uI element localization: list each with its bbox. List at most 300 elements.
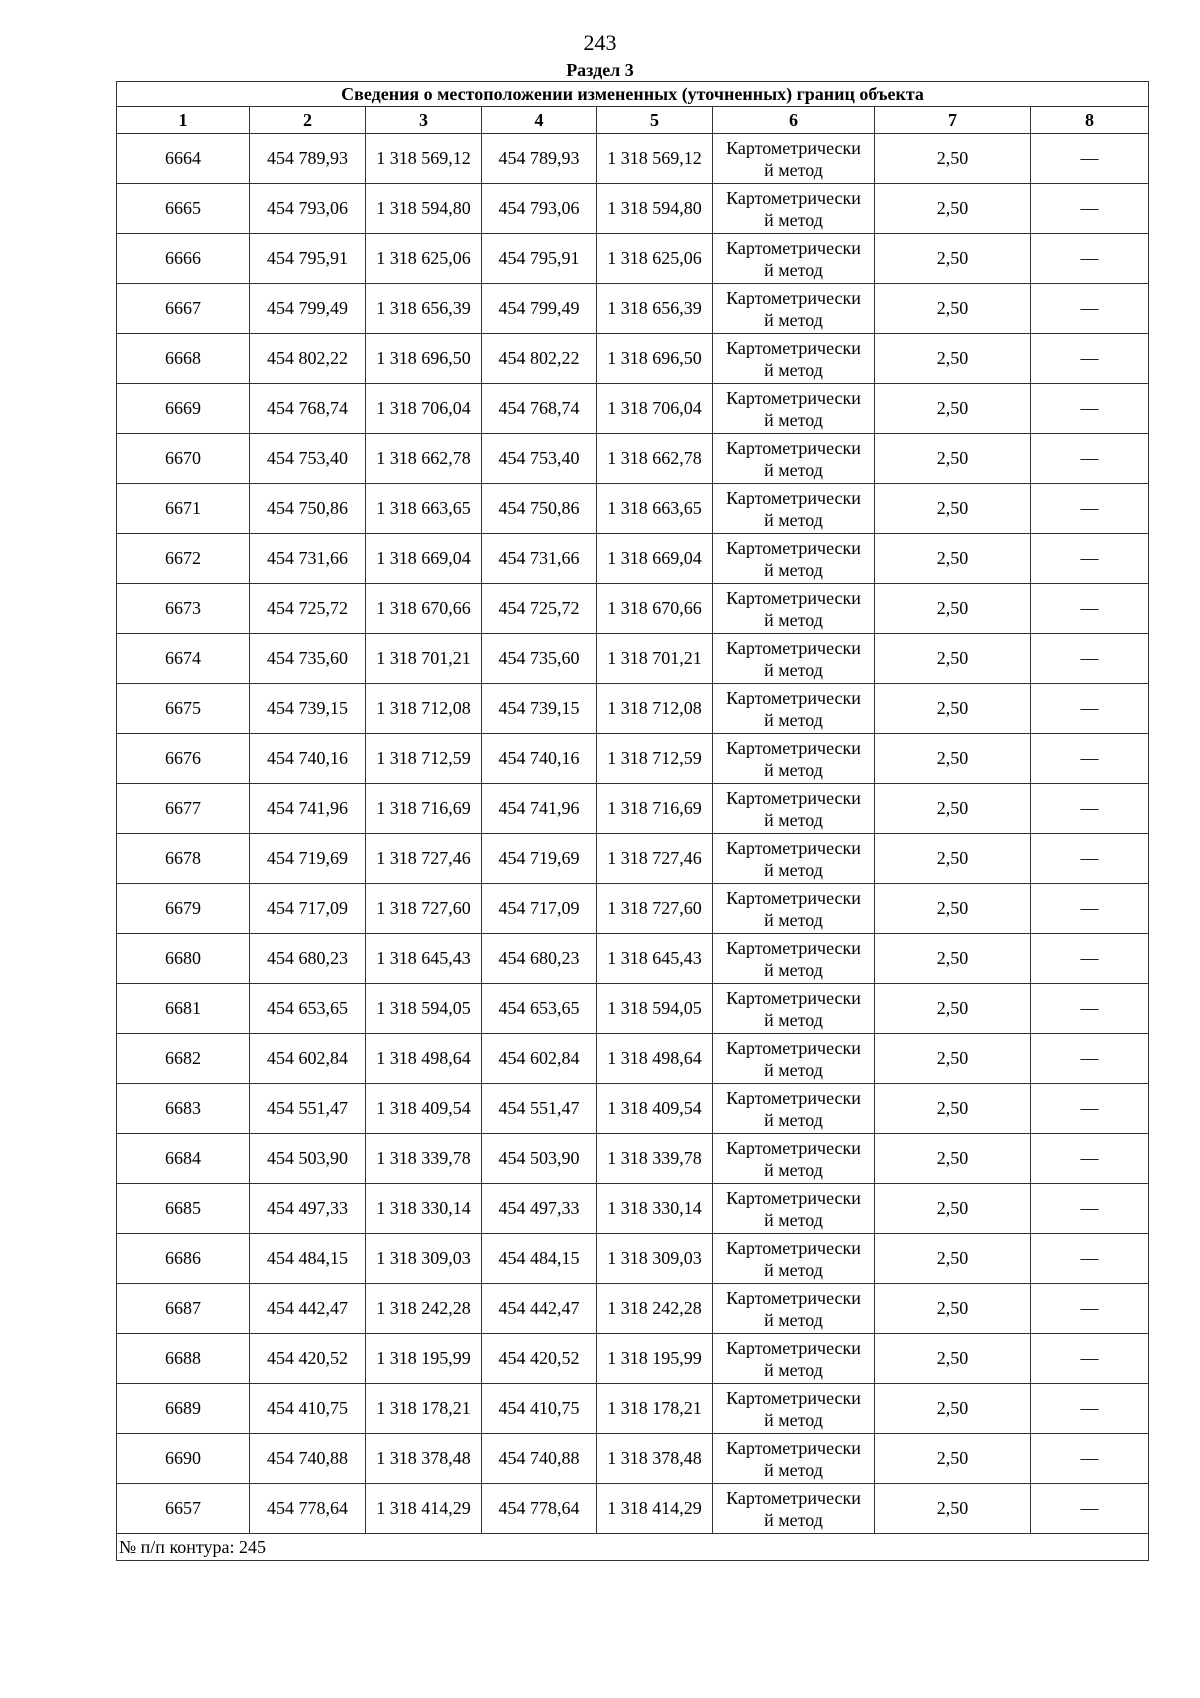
method-text-line2: й метод: [764, 459, 823, 480]
refined-y-cell: 1 318 569,12: [597, 134, 713, 184]
existing-x-cell: 454 420,52: [250, 1334, 366, 1384]
method-text-line1: Картометрически: [726, 787, 861, 808]
existing-y-cell: 1 318 645,43: [366, 934, 482, 984]
accuracy-cell: 2,50: [875, 1184, 1031, 1234]
refined-y-cell: 1 318 195,99: [597, 1334, 713, 1384]
note-cell: —: [1031, 334, 1149, 384]
column-header: 6: [713, 107, 875, 134]
method-text-line2: й метод: [764, 1309, 823, 1330]
note-cell: —: [1031, 1184, 1149, 1234]
refined-x-cell: 454 768,74: [482, 384, 597, 434]
refined-y-cell: 1 318 701,21: [597, 634, 713, 684]
accuracy-cell: 2,50: [875, 1334, 1031, 1384]
accuracy-cell: 2,50: [875, 984, 1031, 1034]
existing-x-cell: 454 799,49: [250, 284, 366, 334]
table-row: [117, 534, 1149, 584]
refined-x-cell: 454 753,40: [482, 434, 597, 484]
refined-y-cell: 1 318 712,08: [597, 684, 713, 734]
existing-y-cell: 1 318 701,21: [366, 634, 482, 684]
method-text-line1: Картометрически: [726, 937, 861, 958]
note-cell: —: [1031, 884, 1149, 934]
method-cell: [713, 984, 875, 1034]
refined-y-cell: 1 318 656,39: [597, 284, 713, 334]
note-cell: —: [1031, 1084, 1149, 1134]
method-text-line1: Картометрически: [726, 1437, 861, 1458]
method-cell: [713, 1234, 875, 1284]
table-row: [117, 1284, 1149, 1334]
refined-y-cell: 1 318 594,05: [597, 984, 713, 1034]
method-cell: [713, 1434, 875, 1484]
refined-x-cell: 454 778,64: [482, 1484, 597, 1534]
method-cell: [713, 484, 875, 534]
method-cell: [713, 1034, 875, 1084]
method-cell: [713, 1334, 875, 1384]
refined-y-cell: 1 318 663,65: [597, 484, 713, 534]
point-number-cell: 6686: [117, 1234, 250, 1284]
note-cell: —: [1031, 934, 1149, 984]
table-row: [117, 734, 1149, 784]
note-cell: —: [1031, 1334, 1149, 1384]
method-text-line1: Картометрически: [726, 237, 861, 258]
existing-x-cell: 454 802,22: [250, 334, 366, 384]
point-number-cell: 6689: [117, 1384, 250, 1434]
coordinates-table: [116, 81, 1149, 1561]
method-cell: [713, 734, 875, 784]
point-number-cell: 6669: [117, 384, 250, 434]
method-text-line2: й метод: [764, 1159, 823, 1180]
accuracy-cell: 2,50: [875, 684, 1031, 734]
accuracy-cell: 2,50: [875, 784, 1031, 834]
accuracy-cell: 2,50: [875, 334, 1031, 384]
table-row: [117, 684, 1149, 734]
table-row: [117, 1484, 1149, 1534]
method-text-line2: й метод: [764, 209, 823, 230]
method-cell: [713, 834, 875, 884]
point-number-cell: 6673: [117, 584, 250, 634]
refined-x-cell: 454 789,93: [482, 134, 597, 184]
refined-y-cell: 1 318 309,03: [597, 1234, 713, 1284]
method-cell: [713, 1484, 875, 1534]
note-cell: —: [1031, 1234, 1149, 1284]
method-text-line2: й метод: [764, 1009, 823, 1030]
method-text-line2: й метод: [764, 409, 823, 430]
note-cell: —: [1031, 384, 1149, 434]
method-text-line1: Картометрически: [726, 1087, 861, 1108]
point-number-cell: 6667: [117, 284, 250, 334]
method-text-line2: й метод: [764, 759, 823, 780]
refined-x-cell: 454 484,15: [482, 1234, 597, 1284]
method-text-line1: Картометрически: [726, 1037, 861, 1058]
method-cell: [713, 534, 875, 584]
method-text-line1: Картометрически: [726, 1487, 861, 1508]
point-number-cell: 6676: [117, 734, 250, 784]
method-text-line2: й метод: [764, 559, 823, 580]
point-number-cell: 6687: [117, 1284, 250, 1334]
method-text-line2: й метод: [764, 1359, 823, 1380]
existing-y-cell: 1 318 414,29: [366, 1484, 482, 1534]
existing-x-cell: 454 740,16: [250, 734, 366, 784]
point-number-cell: 6657: [117, 1484, 250, 1534]
method-text-line1: Картометрически: [726, 187, 861, 208]
method-text-line1: Картометрически: [726, 587, 861, 608]
note-cell: —: [1031, 1134, 1149, 1184]
point-number-cell: 6679: [117, 884, 250, 934]
point-number-cell: 6682: [117, 1034, 250, 1084]
point-number-cell: 6671: [117, 484, 250, 534]
accuracy-cell: 2,50: [875, 1134, 1031, 1184]
note-cell: —: [1031, 1284, 1149, 1334]
refined-x-cell: 454 653,65: [482, 984, 597, 1034]
column-header: 7: [875, 107, 1031, 134]
point-number-cell: 6683: [117, 1084, 250, 1134]
table-row: [117, 434, 1149, 484]
method-text-line1: Картометрически: [726, 837, 861, 858]
accuracy-cell: 2,50: [875, 1084, 1031, 1134]
accuracy-cell: 2,50: [875, 584, 1031, 634]
method-cell: [713, 584, 875, 634]
method-text-line2: й метод: [764, 709, 823, 730]
note-cell: —: [1031, 784, 1149, 834]
method-text-line1: Картометрически: [726, 137, 861, 158]
accuracy-cell: 2,50: [875, 1284, 1031, 1334]
method-text-line2: й метод: [764, 609, 823, 630]
method-cell: [713, 134, 875, 184]
point-number-cell: 6666: [117, 234, 250, 284]
refined-x-cell: 454 799,49: [482, 284, 597, 334]
method-cell: [713, 434, 875, 484]
existing-x-cell: 454 740,88: [250, 1434, 366, 1484]
refined-x-cell: 454 442,47: [482, 1284, 597, 1334]
note-cell: —: [1031, 534, 1149, 584]
method-text-line1: Картометрически: [726, 737, 861, 758]
method-text-line2: й метод: [764, 259, 823, 280]
method-cell: [713, 1084, 875, 1134]
column-header: 1: [117, 107, 250, 134]
point-number-cell: 6690: [117, 1434, 250, 1484]
existing-y-cell: 1 318 727,46: [366, 834, 482, 884]
note-cell: —: [1031, 584, 1149, 634]
method-text-line1: Картометрически: [726, 687, 861, 708]
table-row: [117, 1134, 1149, 1184]
existing-y-cell: 1 318 625,06: [366, 234, 482, 284]
refined-y-cell: 1 318 727,60: [597, 884, 713, 934]
refined-y-cell: 1 318 409,54: [597, 1084, 713, 1134]
refined-x-cell: 454 497,33: [482, 1184, 597, 1234]
method-text-line2: й метод: [764, 859, 823, 880]
refined-x-cell: 454 740,88: [482, 1434, 597, 1484]
existing-y-cell: 1 318 498,64: [366, 1034, 482, 1084]
table-row: [117, 1234, 1149, 1284]
accuracy-cell: 2,50: [875, 884, 1031, 934]
refined-y-cell: 1 318 498,64: [597, 1034, 713, 1084]
existing-x-cell: 454 768,74: [250, 384, 366, 434]
point-number-cell: 6684: [117, 1134, 250, 1184]
table-row: [117, 884, 1149, 934]
refined-x-cell: 454 602,84: [482, 1034, 597, 1084]
note-cell: —: [1031, 984, 1149, 1034]
existing-x-cell: 454 753,40: [250, 434, 366, 484]
refined-x-cell: 454 410,75: [482, 1384, 597, 1434]
accuracy-cell: 2,50: [875, 134, 1031, 184]
existing-x-cell: 454 731,66: [250, 534, 366, 584]
method-text-line1: Картометрически: [726, 637, 861, 658]
method-text-line1: Картометрически: [726, 287, 861, 308]
refined-y-cell: 1 318 670,66: [597, 584, 713, 634]
table-row: [117, 134, 1149, 184]
section-title: Раздел 3: [566, 60, 634, 80]
note-cell: —: [1031, 484, 1149, 534]
table-row: [117, 184, 1149, 234]
existing-x-cell: 454 717,09: [250, 884, 366, 934]
method-text-line1: Картометрически: [726, 337, 861, 358]
existing-x-cell: 454 789,93: [250, 134, 366, 184]
refined-x-cell: 454 741,96: [482, 784, 597, 834]
refined-y-cell: 1 318 594,80: [597, 184, 713, 234]
table-row: [117, 384, 1149, 434]
refined-y-cell: 1 318 727,46: [597, 834, 713, 884]
note-cell: —: [1031, 434, 1149, 484]
point-number-cell: 6668: [117, 334, 250, 384]
method-text-line2: й метод: [764, 309, 823, 330]
point-number-cell: 6674: [117, 634, 250, 684]
existing-x-cell: 454 503,90: [250, 1134, 366, 1184]
method-text-line1: Картометрически: [726, 987, 861, 1008]
accuracy-cell: 2,50: [875, 1234, 1031, 1284]
contour-footer: № п/п контура: 245: [117, 1534, 1149, 1561]
table-row: [117, 634, 1149, 684]
existing-y-cell: 1 318 594,80: [366, 184, 482, 234]
table-row: [117, 1334, 1149, 1384]
accuracy-cell: 2,50: [875, 234, 1031, 284]
point-number-cell: 6680: [117, 934, 250, 984]
table-row: [117, 234, 1149, 284]
existing-x-cell: 454 551,47: [250, 1084, 366, 1134]
method-text-line2: й метод: [764, 909, 823, 930]
method-text-line1: Картометрически: [726, 1337, 861, 1358]
refined-x-cell: 454 731,66: [482, 534, 597, 584]
note-cell: —: [1031, 1434, 1149, 1484]
point-number-cell: 6688: [117, 1334, 250, 1384]
existing-x-cell: 454 410,75: [250, 1384, 366, 1434]
method-text-line2: й метод: [764, 1259, 823, 1280]
point-number-cell: 6677: [117, 784, 250, 834]
page-number: 243: [583, 30, 617, 55]
existing-y-cell: 1 318 669,04: [366, 534, 482, 584]
accuracy-cell: 2,50: [875, 834, 1031, 884]
table-row: [117, 334, 1149, 384]
existing-y-cell: 1 318 712,59: [366, 734, 482, 784]
accuracy-cell: 2,50: [875, 734, 1031, 784]
refined-x-cell: 454 420,52: [482, 1334, 597, 1384]
accuracy-cell: 2,50: [875, 1434, 1031, 1484]
refined-y-cell: 1 318 242,28: [597, 1284, 713, 1334]
method-text-line1: Картометрически: [726, 537, 861, 558]
existing-y-cell: 1 318 706,04: [366, 384, 482, 434]
method-cell: [713, 784, 875, 834]
method-cell: [713, 334, 875, 384]
method-text-line2: й метод: [764, 1459, 823, 1480]
note-cell: —: [1031, 1034, 1149, 1084]
accuracy-cell: 2,50: [875, 434, 1031, 484]
refined-y-cell: 1 318 662,78: [597, 434, 713, 484]
table-row: [117, 784, 1149, 834]
existing-x-cell: 454 750,86: [250, 484, 366, 534]
existing-x-cell: 454 497,33: [250, 1184, 366, 1234]
point-number-cell: 6685: [117, 1184, 250, 1234]
accuracy-cell: 2,50: [875, 384, 1031, 434]
note-cell: —: [1031, 184, 1149, 234]
accuracy-cell: 2,50: [875, 1484, 1031, 1534]
existing-y-cell: 1 318 378,48: [366, 1434, 482, 1484]
refined-y-cell: 1 318 178,21: [597, 1384, 713, 1434]
table-row: [117, 584, 1149, 634]
accuracy-cell: 2,50: [875, 934, 1031, 984]
existing-x-cell: 454 725,72: [250, 584, 366, 634]
method-cell: [713, 1134, 875, 1184]
table-row: [117, 484, 1149, 534]
accuracy-cell: 2,50: [875, 1034, 1031, 1084]
existing-y-cell: 1 318 670,66: [366, 584, 482, 634]
existing-y-cell: 1 318 242,28: [366, 1284, 482, 1334]
method-text-line2: й метод: [764, 359, 823, 380]
refined-y-cell: 1 318 716,69: [597, 784, 713, 834]
refined-x-cell: 454 719,69: [482, 834, 597, 884]
table-row: [117, 1384, 1149, 1434]
note-cell: —: [1031, 734, 1149, 784]
existing-y-cell: 1 318 712,08: [366, 684, 482, 734]
refined-x-cell: 454 793,06: [482, 184, 597, 234]
method-text-line1: Картометрически: [726, 1237, 861, 1258]
table-row: [117, 834, 1149, 884]
refined-y-cell: 1 318 414,29: [597, 1484, 713, 1534]
method-cell: [713, 934, 875, 984]
refined-y-cell: 1 318 706,04: [597, 384, 713, 434]
method-cell: [713, 384, 875, 434]
table-row: [117, 1434, 1149, 1484]
method-text-line2: й метод: [764, 809, 823, 830]
refined-y-cell: 1 318 712,59: [597, 734, 713, 784]
method-text-line2: й метод: [764, 509, 823, 530]
method-text-line1: Картометрически: [726, 1287, 861, 1308]
method-text-line1: Картометрически: [726, 437, 861, 458]
refined-x-cell: 454 740,16: [482, 734, 597, 784]
point-number-cell: 6664: [117, 134, 250, 184]
accuracy-cell: 2,50: [875, 634, 1031, 684]
existing-y-cell: 1 318 195,99: [366, 1334, 482, 1384]
refined-y-cell: 1 318 625,06: [597, 234, 713, 284]
method-text-line1: Картометрически: [726, 487, 861, 508]
method-cell: [713, 634, 875, 684]
existing-x-cell: 454 735,60: [250, 634, 366, 684]
method-cell: [713, 184, 875, 234]
accuracy-cell: 2,50: [875, 1384, 1031, 1434]
existing-y-cell: 1 318 727,60: [366, 884, 482, 934]
table-row: [117, 984, 1149, 1034]
method-text-line2: й метод: [764, 959, 823, 980]
point-number-cell: 6670: [117, 434, 250, 484]
note-cell: —: [1031, 134, 1149, 184]
accuracy-cell: 2,50: [875, 534, 1031, 584]
point-number-cell: 6675: [117, 684, 250, 734]
existing-x-cell: 454 795,91: [250, 234, 366, 284]
existing-y-cell: 1 318 696,50: [366, 334, 482, 384]
refined-x-cell: 454 725,72: [482, 584, 597, 634]
refined-y-cell: 1 318 339,78: [597, 1134, 713, 1184]
method-text-line1: Картометрически: [726, 1387, 861, 1408]
table-row: [117, 1034, 1149, 1084]
note-cell: —: [1031, 1384, 1149, 1434]
note-cell: —: [1031, 284, 1149, 334]
method-text-line1: Картометрически: [726, 1187, 861, 1208]
existing-y-cell: 1 318 178,21: [366, 1384, 482, 1434]
existing-x-cell: 454 442,47: [250, 1284, 366, 1334]
method-text-line2: й метод: [764, 659, 823, 680]
column-header: 2: [250, 107, 366, 134]
refined-y-cell: 1 318 378,48: [597, 1434, 713, 1484]
point-number-cell: 6672: [117, 534, 250, 584]
point-number-cell: 6681: [117, 984, 250, 1034]
refined-x-cell: 454 750,86: [482, 484, 597, 534]
table-header-row: [117, 107, 1149, 134]
method-cell: [713, 1184, 875, 1234]
table-body: [117, 134, 1149, 1534]
method-cell: [713, 284, 875, 334]
refined-x-cell: 454 551,47: [482, 1084, 597, 1134]
table-caption: Сведения о местоположении измененных (уточненных) границ объекта: [117, 82, 1149, 107]
refined-y-cell: 1 318 696,50: [597, 334, 713, 384]
refined-y-cell: 1 318 330,14: [597, 1184, 713, 1234]
method-cell: [713, 1284, 875, 1334]
existing-x-cell: 454 741,96: [250, 784, 366, 834]
column-header: 3: [366, 107, 482, 134]
existing-x-cell: 454 484,15: [250, 1234, 366, 1284]
column-header: 8: [1031, 107, 1149, 134]
note-cell: —: [1031, 834, 1149, 884]
existing-y-cell: 1 318 594,05: [366, 984, 482, 1034]
method-cell: [713, 884, 875, 934]
existing-x-cell: 454 602,84: [250, 1034, 366, 1084]
refined-y-cell: 1 318 669,04: [597, 534, 713, 584]
method-cell: [713, 1384, 875, 1434]
table-row: [117, 1184, 1149, 1234]
method-text-line2: й метод: [764, 159, 823, 180]
existing-y-cell: 1 318 330,14: [366, 1184, 482, 1234]
refined-y-cell: 1 318 645,43: [597, 934, 713, 984]
table-row: [117, 284, 1149, 334]
method-text-line2: й метод: [764, 1509, 823, 1530]
note-cell: —: [1031, 684, 1149, 734]
note-cell: —: [1031, 1484, 1149, 1534]
existing-y-cell: 1 318 656,39: [366, 284, 482, 334]
accuracy-cell: 2,50: [875, 484, 1031, 534]
existing-y-cell: 1 318 663,65: [366, 484, 482, 534]
existing-x-cell: 454 719,69: [250, 834, 366, 884]
method-text-line2: й метод: [764, 1409, 823, 1430]
column-header: 5: [597, 107, 713, 134]
point-number-cell: 6665: [117, 184, 250, 234]
method-text-line2: й метод: [764, 1109, 823, 1130]
method-text-line1: Картометрически: [726, 887, 861, 908]
existing-y-cell: 1 318 662,78: [366, 434, 482, 484]
note-cell: —: [1031, 634, 1149, 684]
existing-x-cell: 454 793,06: [250, 184, 366, 234]
refined-x-cell: 454 795,91: [482, 234, 597, 284]
refined-x-cell: 454 717,09: [482, 884, 597, 934]
refined-x-cell: 454 802,22: [482, 334, 597, 384]
existing-x-cell: 454 680,23: [250, 934, 366, 984]
column-header: 4: [482, 107, 597, 134]
existing-x-cell: 454 778,64: [250, 1484, 366, 1534]
